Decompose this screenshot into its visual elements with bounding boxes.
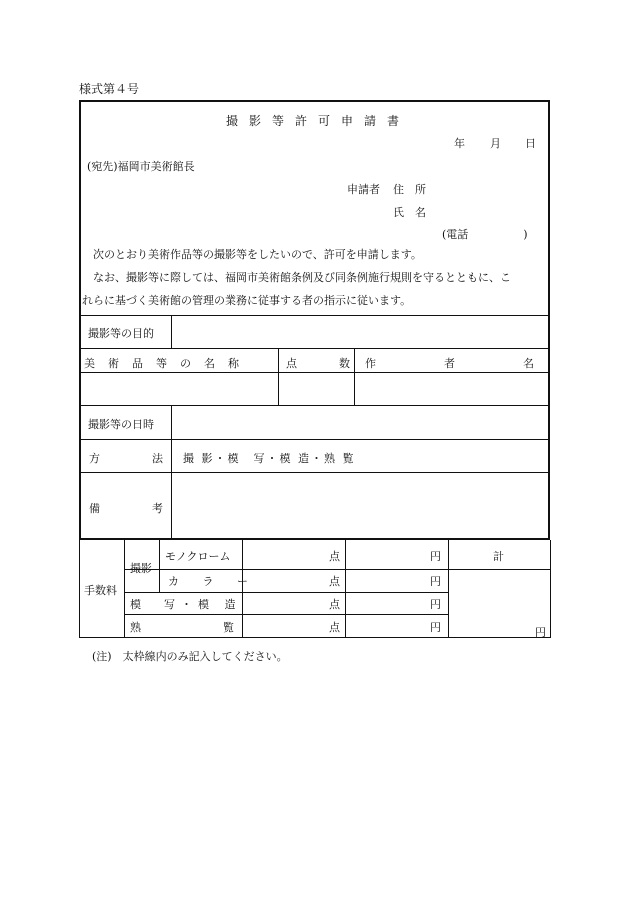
applicant-label: 申請者 <box>347 183 380 196</box>
count-header: 点数 <box>286 357 392 370</box>
copy-model-label: 模 写・模 造 <box>130 598 242 611</box>
address-label: 住 所 <box>393 183 426 196</box>
divider <box>124 592 159 593</box>
photo-label: 撮影 <box>130 562 152 575</box>
divider <box>448 569 550 570</box>
yen-unit: 円 <box>430 550 441 563</box>
method-options[interactable]: 撮 影・模 写・模 造・熟 覧 <box>183 452 356 465</box>
yen-unit: 円 <box>430 575 441 588</box>
note: (注) 太枠線内のみ記入してください。 <box>92 650 288 663</box>
color-label: カ ラ ー <box>168 575 258 588</box>
method-label: 方法 <box>89 452 215 465</box>
divider <box>159 540 160 592</box>
datetime-label: 撮影等の日時 <box>88 418 154 431</box>
form-number: 様式第４号 <box>79 82 140 96</box>
purpose-field[interactable] <box>171 316 548 347</box>
points-unit: 点 <box>329 550 340 563</box>
artwork-name-header: 美術品等の名称 <box>84 357 252 370</box>
divider <box>80 348 549 349</box>
points-unit: 点 <box>329 575 340 588</box>
total-label: 計 <box>493 550 504 563</box>
phone-label: (電話 ) <box>442 228 528 241</box>
author-header: 作者名 <box>365 357 602 370</box>
divider <box>80 439 549 440</box>
date-day-label: 日 <box>525 137 536 150</box>
divider <box>79 637 551 638</box>
remarks-label: 備考 <box>89 502 215 515</box>
divider <box>550 540 551 637</box>
date-year-label: 年 <box>454 137 465 150</box>
divider <box>124 614 448 615</box>
divider <box>124 569 448 570</box>
points-unit: 点 <box>329 598 340 611</box>
total-yen-unit: 円 <box>535 626 546 639</box>
date-month-label: 月 <box>490 137 501 150</box>
fee-label: 手数料 <box>84 584 117 597</box>
divider <box>345 540 346 637</box>
divider <box>79 540 80 637</box>
purpose-label: 撮影等の目的 <box>88 327 154 340</box>
yen-unit: 円 <box>430 621 441 634</box>
points-unit: 点 <box>329 621 340 634</box>
divider <box>448 540 449 637</box>
count-field[interactable] <box>279 373 353 404</box>
viewing-label: 熟覧 <box>130 621 316 634</box>
name-label: 氏 名 <box>393 206 426 219</box>
divider <box>124 540 125 637</box>
monochrome-label: モノクローム <box>165 550 231 563</box>
body-line-2: なお、撮影等に際しては、福岡市美術館条例及び同条例施行規則を守るとともに、こ <box>93 271 511 284</box>
yen-unit: 円 <box>430 598 441 611</box>
form-title: 撮影等許可申請書 <box>226 114 411 128</box>
body-line-1: 次のとおり美術作品等の撮影等をしたいので、許可を申請します。 <box>93 248 422 261</box>
addressee: (宛先)福岡市美術館長 <box>87 160 195 173</box>
body-line-3: れらに基づく美術館の管理の業務に従事する者の指示に従います。 <box>82 294 412 307</box>
author-field[interactable] <box>355 373 548 404</box>
remarks-field[interactable] <box>172 473 548 537</box>
datetime-field[interactable] <box>172 406 548 438</box>
artwork-name-field[interactable] <box>81 373 277 404</box>
divider <box>159 592 448 593</box>
